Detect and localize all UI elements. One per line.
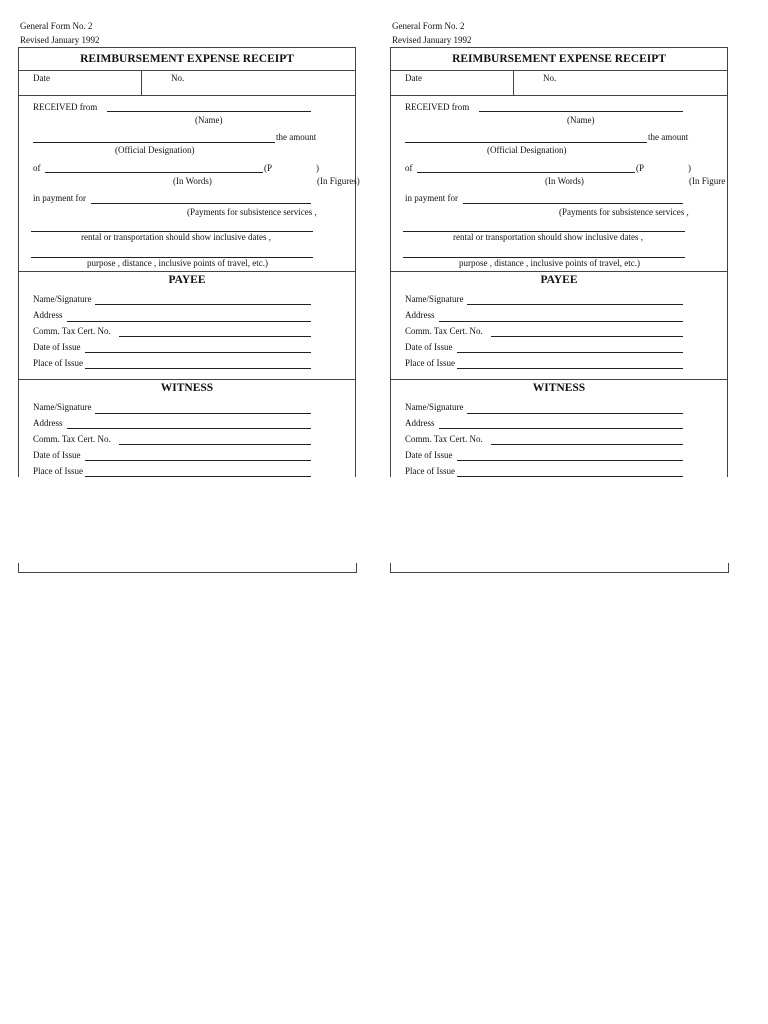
form-bottom-border	[390, 477, 728, 573]
form-number: General Form No. 2	[20, 21, 93, 31]
in-figures-caption: (In Figure	[689, 176, 726, 186]
payee-name-label: Name/Signature	[33, 294, 92, 304]
witness-name-line[interactable]	[95, 413, 311, 414]
name-line[interactable]	[479, 111, 683, 112]
payment-note-3: purpose , distance , inclusive points of travel, etc.)	[87, 258, 268, 268]
payment-for-label: in payment for	[33, 193, 86, 203]
close-paren: )	[688, 163, 691, 173]
witness-place-issue-label: Place of Issue	[33, 466, 83, 476]
payee-address-label: Address	[33, 310, 63, 320]
name-line[interactable]	[107, 111, 311, 112]
payee-name-label: Name/Signature	[405, 294, 464, 304]
receipt-title: REIMBURSEMENT EXPENSE RECEIPT	[391, 48, 727, 71]
witness-place-issue-label: Place of Issue	[405, 466, 455, 476]
witness-name-label: Name/Signature	[405, 402, 464, 412]
payee-address-label: Address	[405, 310, 435, 320]
designation-caption: (Official Designation)	[115, 145, 195, 155]
witness-ctc-label: Comm. Tax Cert. No.	[405, 434, 483, 444]
the-amount-label: the amount	[648, 132, 689, 142]
receipt-box	[18, 47, 360, 477]
payee-place-issue-label: Place of Issue	[33, 358, 83, 368]
witness-ctc-line[interactable]	[119, 444, 311, 445]
designation-caption: (Official Designation)	[487, 145, 567, 155]
witness-heading: WITNESS	[160, 382, 214, 394]
payment-note-1: (Payments for subsistence services ,	[187, 207, 317, 217]
border-bottom-line	[390, 572, 729, 573]
witness-address-line[interactable]	[439, 428, 683, 429]
payee-place-issue-line[interactable]	[457, 368, 683, 369]
receipt-title: REIMBURSEMENT EXPENSE RECEIPT	[19, 48, 355, 71]
of-label: of	[405, 163, 413, 173]
witness-address-line[interactable]	[67, 428, 311, 429]
payment-note-2: rental or transportation should show inclusive dates ,	[81, 232, 271, 242]
receipt-form-left	[18, 0, 358, 580]
payment-for-line[interactable]	[91, 203, 311, 204]
payee-name-line[interactable]	[95, 304, 311, 305]
payee-place-issue-label: Place of Issue	[405, 358, 455, 368]
witness-heading: WITNESS	[532, 382, 586, 394]
payee-date-issue-line[interactable]	[85, 352, 311, 353]
section-divider	[391, 379, 727, 380]
payee-ctc-line[interactable]	[491, 336, 683, 337]
witness-address-label: Address	[405, 418, 435, 428]
form-number: General Form No. 2	[392, 21, 465, 31]
payee-ctc-label: Comm. Tax Cert. No.	[405, 326, 483, 336]
witness-date-issue-line[interactable]	[85, 460, 311, 461]
payee-name-line[interactable]	[467, 304, 683, 305]
witness-name-line[interactable]	[467, 413, 683, 414]
payee-date-issue-line[interactable]	[457, 352, 683, 353]
received-from-label: RECEIVED from	[33, 102, 98, 112]
payment-note-2: rental or transportation should show inclusive dates ,	[453, 232, 643, 242]
payee-ctc-line[interactable]	[119, 336, 311, 337]
of-label: of	[33, 163, 41, 173]
witness-ctc-line[interactable]	[491, 444, 683, 445]
payee-address-line[interactable]	[439, 321, 683, 322]
witness-name-label: Name/Signature	[33, 402, 92, 412]
section-divider	[19, 379, 355, 380]
payment-note-3: purpose , distance , inclusive points of travel, etc.)	[459, 258, 640, 268]
payment-note-1: (Payments for subsistence services ,	[559, 207, 689, 217]
in-words-caption: (In Words)	[545, 176, 584, 186]
in-words-caption: (In Words)	[173, 176, 212, 186]
section-divider	[391, 271, 727, 272]
receipt-form-right	[390, 0, 730, 580]
payee-place-issue-line[interactable]	[85, 368, 311, 369]
border-bottom-line	[18, 572, 357, 573]
name-caption: (Name)	[567, 115, 595, 125]
payee-date-issue-label: Date of Issue	[33, 342, 81, 352]
date-label: Date	[405, 73, 422, 83]
date-number-row	[19, 71, 355, 96]
received-from-label: RECEIVED from	[405, 102, 470, 112]
payment-for-line[interactable]	[463, 203, 683, 204]
close-paren: )	[316, 163, 319, 173]
payee-address-line[interactable]	[67, 321, 311, 322]
number-label: No.	[171, 73, 185, 83]
peso-label: (P	[636, 163, 645, 173]
designation-line[interactable]	[33, 142, 275, 143]
witness-address-label: Address	[33, 418, 63, 428]
amount-words-line[interactable]	[417, 172, 635, 173]
payee-heading: PAYEE	[168, 274, 206, 286]
form-bottom-border	[18, 477, 356, 573]
witness-date-issue-label: Date of Issue	[405, 450, 453, 460]
payee-ctc-label: Comm. Tax Cert. No.	[33, 326, 111, 336]
cell-divider	[513, 71, 514, 95]
designation-line[interactable]	[405, 142, 647, 143]
receipt-box	[390, 47, 728, 477]
witness-date-issue-line[interactable]	[457, 460, 683, 461]
the-amount-label: the amount	[276, 132, 317, 142]
witness-ctc-label: Comm. Tax Cert. No.	[33, 434, 111, 444]
date-number-row	[391, 71, 727, 96]
name-caption: (Name)	[195, 115, 223, 125]
payee-date-issue-label: Date of Issue	[405, 342, 453, 352]
amount-words-line[interactable]	[45, 172, 263, 173]
cell-divider	[141, 71, 142, 95]
in-figures-caption: (In Figures)	[317, 176, 360, 186]
witness-date-issue-label: Date of Issue	[33, 450, 81, 460]
revised-date: Revised January 1992	[392, 35, 472, 45]
payment-for-label: in payment for	[405, 193, 458, 203]
section-divider	[19, 271, 355, 272]
payee-heading: PAYEE	[540, 274, 578, 286]
date-label: Date	[33, 73, 50, 83]
revised-date: Revised January 1992	[20, 35, 100, 45]
peso-label: (P	[264, 163, 273, 173]
number-label: No.	[543, 73, 557, 83]
